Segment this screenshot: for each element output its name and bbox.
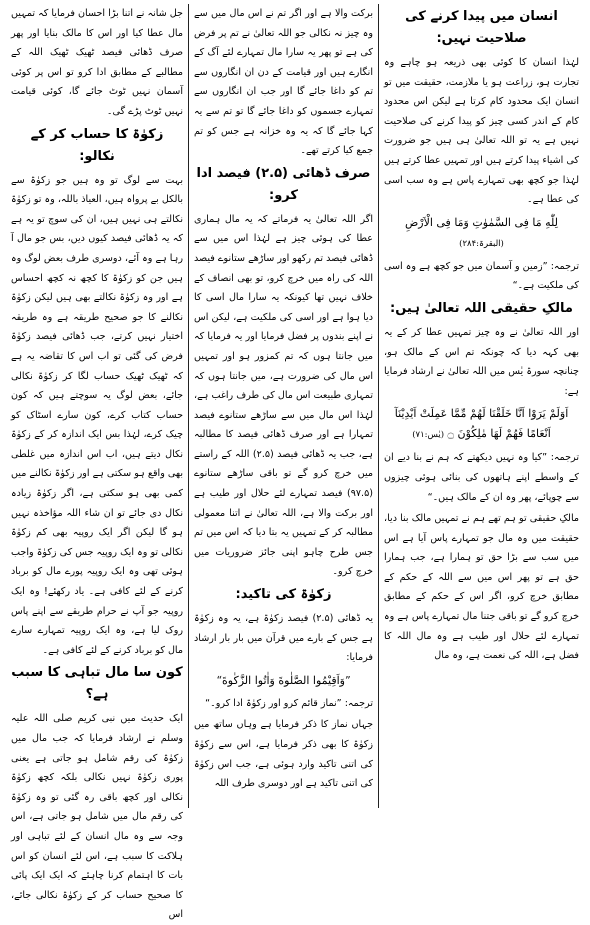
column-left <box>6 4 189 921</box>
section-heading: زکوٰۃ کا حساب کر کے نکالو: <box>30 126 164 164</box>
verse-reference: (یٰس:۷۱) <box>412 430 445 441</box>
section-heading: کون سا مال تباہی کا سبب ہے؟ <box>11 665 183 703</box>
paragraph: یہ ڈھائی (۲.۵) فیصد زکوٰۃ ہے، یہ وہ زکوٰۃ ہے جس کے بارے میں قرآن میں بار بار ارشاد فرمایا: <box>194 613 373 664</box>
verse-reference: (البقرۃ:۲۸۴) <box>459 238 504 249</box>
quran-verse <box>384 213 579 254</box>
section-heading: انسان میں پیدا کرنے کی صلاحیت نہیں: <box>405 9 558 46</box>
column-middle <box>189 4 379 808</box>
paragraph: ترجمہ: ”زمین و آسمان میں جو کچھ ہے وہ اسی کی ملکیت ہے۔“ <box>384 260 579 292</box>
paragraph: برکت والا ہے اور اگر تم نے اس مال میں سے وہ چیز نہ نکالی جو اللہ تعالیٰ نے تم پر فرض کی ہے تو پھر یہ سارا مال تمہارے لئے آگ کے انگارے ہیں اور قیامت کے دن ان انگاروں سے تم کو داغا جائے گا اور جب ان انگاروں سے تمہارے جسموں کو داغا جائے گا تو تم سے یہ کہا جائے گا کہ یہ وہ خزانہ ہے جس کو تم جمع کیا کرتے تھے۔ <box>194 8 373 157</box>
paragraph: لہٰذا انسان کا کوئی بھی ذریعہ ہو چاہے وہ تجارت ہو، زراعت ہو یا ملازمت، حقیقت میں تو انسان ایک محدود کام کرتا ہے لیکن اس محدود کام کے اندر کسی چیز کو پیدا کرنے کی صلاحیت نہیں ہے یہ تو اللہ تعالیٰ ہی ہیں جو ضرورت کی اشیاء پیدا کرتے ہیں اور تمہیں عطا کرتے ہیں لہٰذا جو کچھ بھی تمہارے پاس ہے وہ سب اسی کی عطا ہے۔ <box>384 57 579 206</box>
quran-verse <box>194 671 373 691</box>
section-heading: مالکِ حقیقی اللہ تعالیٰ ہیں: <box>390 300 573 316</box>
paragraph: اگر اللہ تعالیٰ یہ فرماتے کہ یہ مال ہماری عطا کی ہوئی چیز ہے لہٰذا اس میں سے ڈھائی فیصد تم رکھو اور ساڑھے ستانوے فیصد اللہ کی راہ میں خرچ کرو، تو بھی انصاف کے خلاف نہیں تھا کیونکہ یہ سارا مال اسی کا دیا ہوا ہے اور اسی کی ملکیت ہے، لیکن اس نے اپنے بندوں پر فضل فرمایا اور یہ فرمایا کہ میں جانتا ہوں کہ تم کمزور ہو اور تمہیں اس مال کی ضرورت ہے، میں جانتا ہوں کہ تمہاری طبیعت اس مال کی طرف راغب ہے، لہٰذا اس مال میں سے ساڑھے ستانوے فیصد تمہارا ہے اور صرف ڈھائی فیصد کا مطالبہ ہے، جب یہ ڈھائی فیصد (۲.۵) اللہ کے راستے میں خرچ کرو گے تو باقی ساڑھے ستانوے (۹۷.۵) فیصد تمہارے لئے حلال اور طیب ہے اور برکت والا ہے، اللہ تعالیٰ نے اتنا معمولی مطالبہ کر کے تمہیں یہ بتا دیا کہ اس میں تم جس طرح چاہو اپنی جائز ضروریات میں خرچ کرو۔ <box>194 213 373 578</box>
paragraph: مالکِ حقیقی تو ہم تھے ہم نے تمہیں مالک بنا دیا، حقیقت میں وہ مال جو تمہارے پاس آیا ہے اس میں سب سے بڑا حق تو ہمارا ہے، جب ہمارا حق ہے تو پھر اس میں سے اللہ کے حکم کے مطابق خرچ کرو، اگر اس کے حکم کے مطابق خرچ کرو گے تو باقی جتنا مال تمہارے پاس ہے وہ تمہارے لئے حلال اور طیب ہے وہ مال اللہ کا فضل ہے، اللہ کی نعمت ہے، وہ مال <box>384 513 579 662</box>
paragraph: بہت سے لوگ تو وہ ہیں جو زکوٰۃ سے بالکل بے پرواہ ہیں، العیاذ باللہ، وہ تو زکوٰۃ نکالتے ہی نہیں ہیں، ان کی سوچ تو یہ ہے کہ یہ ڈھائی فیصد کیوں دیں، بس جو مال آ رہا ہے وہ آئے، دوسری طرف بعض لوگ وہ ہیں جن کو زکوٰۃ کا کچھ نہ کچھ احساس ہے اور وہ زکوٰۃ نکالتے بھی ہیں لیکن زکوٰۃ نکالنے کا جو صحیح طریقہ ہے وہ طریقہ اختیار نہیں کرتے، جب ڈھائی فیصد زکوٰۃ فرض کی گئی تو اب اس کا تقاضہ یہ ہے کہ ٹھیک ٹھیک حساب لگا کر زکوٰۃ نکالی جائے، بعض لوگ یہ سوچتے ہیں کہ کون حساب کتاب کرے، کون سارے اسٹاک کو چیک کرے، لہٰذا بس ایک اندازہ کر کے زکوٰۃ نکال دیتے ہیں، اب اس اندازہ میں غلطی بھی واقع ہو سکتی ہے اور زکوٰۃ نکالنے میں کمی بھی ہو سکتی ہے، اگر زکوٰۃ زیادہ نکال دی جائے تو ان شاء اللہ مؤاخذہ نہیں ہو گا لیکن اگر ایک روپیہ بھی کم زکوٰۃ نکالی تو وہ ایک روپیہ جس کی زکوٰۃ واجب ہوئی تھی وہ ایک روپیہ پورے مال کو برباد کرنے کے لئے کافی ہے۔ یاد رکھئے! وہ ایک روپیہ جو آپ نے حرام طریقے سے اپنے پاس روک لیا ہے، وہ ایک روپیہ تمہارے سارے مال کو برباد کرنے کے لئے کافی ہے۔ <box>11 174 183 656</box>
column-right <box>379 4 584 808</box>
verse-text: لِلّٰهِ مَا فِی السَّمٰوٰتِ وَمَا فِی الْاَرْضِ <box>404 215 559 229</box>
verse-text: ”وَاَقِیْمُوا الصَّلٰوةَ وَاٰتُوا الزَّكٰوةَ“ <box>216 673 351 687</box>
section-heading: زکوٰۃ کی تاکید: <box>235 587 332 603</box>
paragraph: جہاں نماز کا ذکر فرمایا ہے وہاں ساتھ میں زکوٰۃ کا بھی ذکر فرمایا ہے، اس سے زکوٰۃ کی اتنی تاکید وارد ہوئی ہے، جب اس زکوٰۃ کی اتنی تاکید ہے اور دوسری طرف اللہ <box>194 719 373 790</box>
verse-text: اَوَلَمْ یَرَوْا اَنَّا خَلَقْنَا لَهُمْ مِّمَّا عَمِلَتْ اَیْدِیْنَآ اَنْعَامًا فَهُمْ لَهَا مٰلِكُوْنَ ۝ <box>394 407 569 441</box>
paragraph: ایک حدیث میں نبی کریم صلی اللہ علیہ وسلم نے ارشاد فرمایا کہ جب مال میں زکوٰۃ کی رقم شامل ہو جاتی ہے یعنی پوری زکوٰۃ نہیں نکالی بلکہ کچھ زکوٰۃ نکالی اور کچھ باقی رہ گئی تو وہ زکوٰۃ کی رقم مال میں شامل ہو جاتی ہے، اس وجہ سے وہ مال انسان کے لئے تباہی اور ہلاکت کا سبب ہے، اس لئے انسان کو اس بات کا اہتمام کرنا چاہئے کہ ایک ایک پائی کا صحیح حساب کر کے زکوٰۃ نکالی جائے، اس <box>11 713 183 921</box>
section-heading: صرف ڈھائی (۲.۵) فیصد ادا کرو: <box>196 165 371 203</box>
paragraph: ترجمہ: ”نماز قائم کرو اور زکوٰۃ ادا کرو۔“ <box>205 697 373 709</box>
paragraph: جل شانہ نے اتنا بڑا احسان فرمایا کہ تمہیں مال عطا کیا اور اس کا مالک بنایا اور پھر صرف ڈھائی فیصد ٹھیک ٹھیک اللہ کے مطالبے کے مطابق ادا کرو تو اس پر کوئی آسمان نہیں ٹوٹ جائے گا، کوئی قیامت نہیں ٹوٹ پڑے گی۔ <box>11 8 183 117</box>
paragraph: ترجمہ: ”کیا وہ نہیں دیکھتے کہ ہم نے بنا دیے ان کے واسطے اپنے ہاتھوں کی بنائی ہوئی چیزوں سے چوپائے، پھر وہ ان کے مالک ہیں۔“ <box>384 452 579 503</box>
quran-verse <box>384 404 579 445</box>
text-columns <box>6 4 584 921</box>
paragraph: اور اللہ تعالیٰ نے وہ چیز تمہیں عطا کر کے یہ بھی کہہ دیا کہ چونکہ تم اس کے مالک ہو، چنانچہ سورۃ یٰس میں اللہ تعالیٰ نے ارشاد فرمایا ہے: <box>384 326 579 397</box>
